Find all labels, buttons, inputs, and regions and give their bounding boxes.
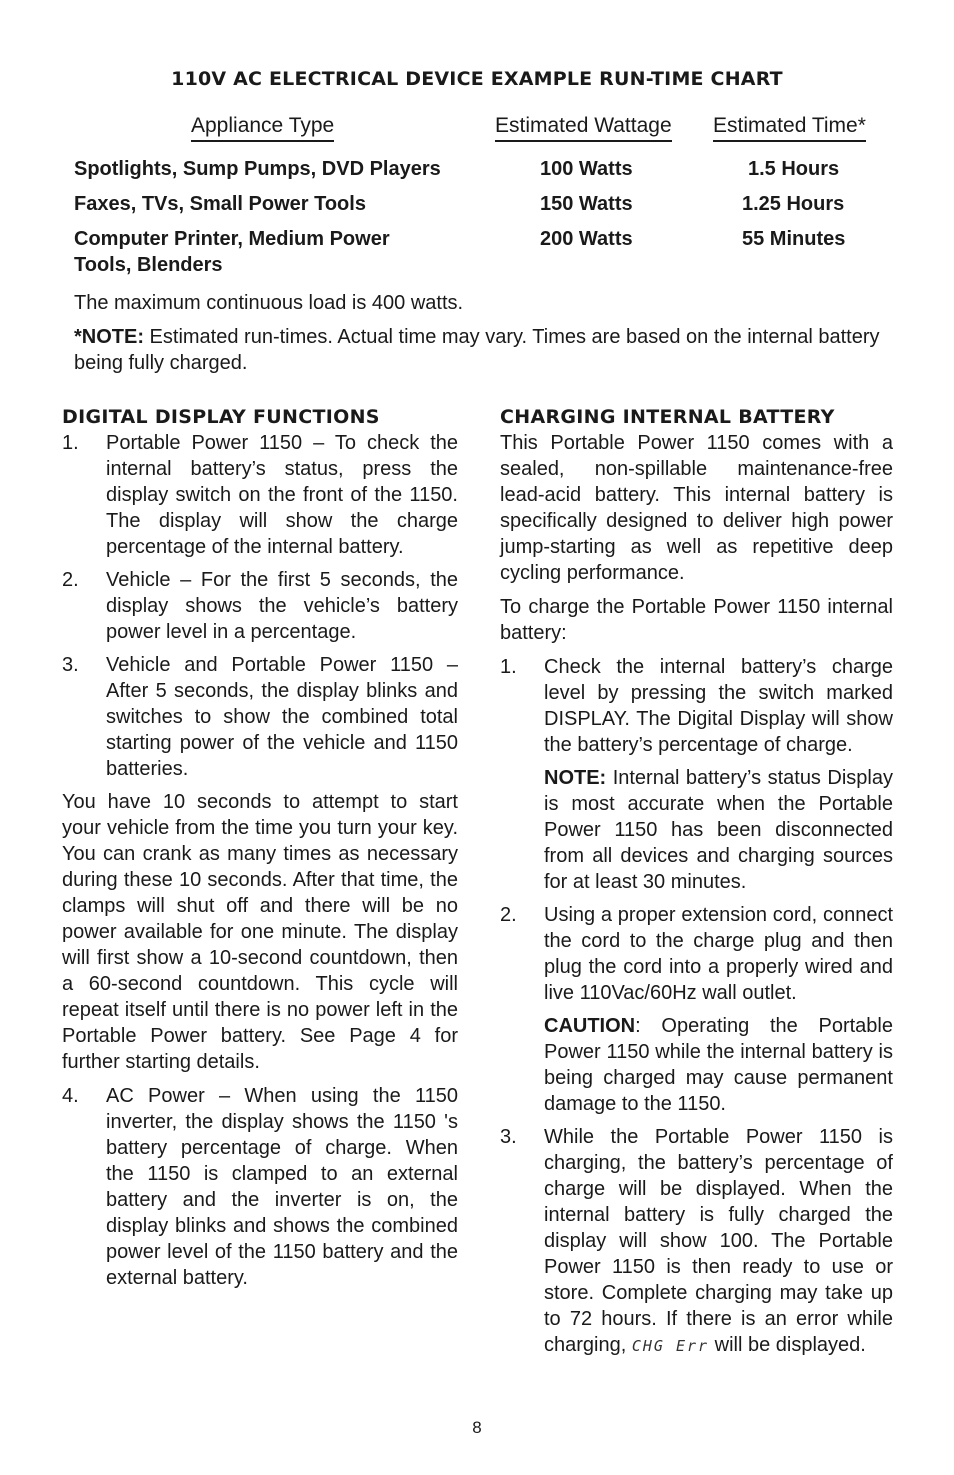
charging-intro: This Portable Power 1150 comes with a sealed, non-spillable maintenance-free lead-acid battery. This internal battery is specifically designed to deliver high power jump-starting as well as repetitive deep cycling performance. [500, 432, 893, 584]
list-number: 1. [500, 656, 517, 678]
lcd-error-code: CHG Err [631, 1337, 710, 1355]
list-item [62, 1083, 458, 1291]
caution-note [544, 1013, 893, 1117]
appliance-cell: Computer Printer, Medium Power Tools, Blenders [74, 228, 390, 276]
list-text: Portable Power 1150 – To check the internal battery’s status, press the display switch on the front of the 1150. The display will show the charge percentage of the internal battery. [106, 432, 458, 558]
list-item [62, 430, 458, 560]
time-cell: 1.25 Hours [742, 193, 845, 215]
list-text: Vehicle – For the first 5 seconds, the display shows the vehicle’s battery power level in a percentage. [106, 569, 458, 643]
list-number: 3. [500, 1126, 517, 1148]
note-text: Internal battery’s status Display is most accurate when the Portable Power 1150 has been disconnected from all devices and charging sources for at least 30 minutes. [544, 767, 893, 893]
caution-label: CAUTION [544, 1015, 636, 1037]
header-estimated-time: Estimated Time* [713, 114, 866, 142]
digital-display-section [62, 404, 458, 1291]
list-number: 2. [62, 569, 79, 591]
note-text: Estimated run-times. Actual time may vary. Times are based on the internal battery being fully charged. [74, 326, 880, 374]
list-item [62, 652, 458, 782]
max-load-note: The maximum continuous load is 400 watts. [74, 292, 464, 314]
charging-section [500, 404, 893, 1359]
time-cell: 55 Minutes [742, 228, 846, 250]
list-item [500, 1124, 893, 1359]
list-number: 2. [500, 904, 517, 926]
section-heading: CHARGING INTERNAL BATTERY [500, 406, 835, 428]
section-heading: DIGITAL DISPLAY FUNCTIONS [62, 406, 380, 428]
header-estimated-wattage: Estimated Wattage [495, 114, 672, 142]
caution-text: : Operating the Portable Power 1150 while the internal battery is being charged may cause permanent damage to the 1150. [544, 1015, 893, 1115]
list-item [500, 902, 893, 1117]
list-text: Check the internal battery’s charge level by pressing the switch marked DISPLAY. The Digital Display will show the battery’s percentage of charge. [544, 656, 893, 756]
countdown-paragraph: You have 10 seconds to attempt to start your vehicle from the time you turn your key. You can crank as many times as necessary during these 10 seconds. After that time, the clamps will shut off and there will be no power available for one minute. The display will first show a 10-second countdown, then a 60-second countdown. This cycle will repeat itself until there is no power left in the Portable Power battery. See Page 4 for further starting details. [62, 791, 458, 1073]
list-text: While the Portable Power 1150 is charging, the battery’s percentage of charge will be displayed. When the internal battery is fully charged the display will show 100. The Portable Power 1150 is then ready to use or store. Complete charging may take up to 72 hours. If there is an error while charging, [544, 1126, 893, 1356]
header-appliance-type: Appliance Type [191, 114, 334, 142]
note-label: *NOTE: [74, 326, 144, 348]
appliance-cell: Faxes, TVs, Small Power Tools [74, 193, 366, 215]
list-text-tail: will be displayed. [709, 1334, 866, 1356]
list-number: 1. [62, 432, 79, 454]
list-text: Using a proper extension cord, connect the cord to the charge plug and then plug the cord into a properly wired and live 110Vac/60Hz wall outlet. [544, 904, 893, 1004]
wattage-cell: 100 Watts [540, 158, 633, 180]
list-item [62, 567, 458, 645]
wattage-cell: 200 Watts [540, 228, 633, 250]
charging-lead: To charge the Portable Power 1150 internal battery: [500, 596, 893, 644]
list-number: 3. [62, 654, 79, 676]
note-label: NOTE: [544, 767, 607, 789]
status-note [544, 765, 893, 895]
wattage-cell: 150 Watts [540, 193, 633, 215]
estimate-note [74, 324, 904, 376]
chart-title: 110V AC ELECTRICAL DEVICE EXAMPLE RUN-TIME CHART [171, 68, 783, 90]
list-text: Vehicle and Portable Power 1150 – After 5 seconds, the display blinks and switches to show the combined total starting power of the vehicle and 1150 batteries. [106, 654, 458, 780]
list-text: AC Power – When using the 1150 inverter, the display shows the 1150 's battery percentage of charge. When the 1150 is clamped to an external battery and the inverter is on, the display blinks and shows the combined power level of the 1150 battery and the external battery. [106, 1085, 458, 1289]
list-item [500, 654, 893, 895]
time-cell: 1.5 Hours [748, 158, 840, 180]
page-number: 8 [472, 1418, 482, 1437]
appliance-cell: Spotlights, Sump Pumps, DVD Players [74, 158, 441, 180]
list-number: 4. [62, 1085, 79, 1107]
